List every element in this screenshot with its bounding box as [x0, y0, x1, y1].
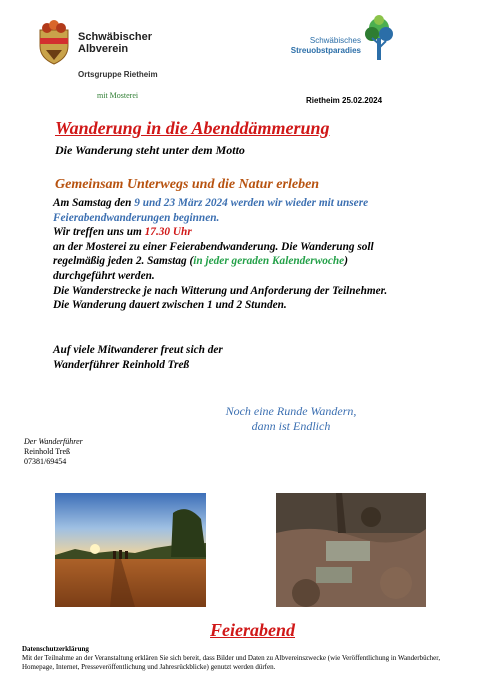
- body-line: regelmäßig jeden 2. Samstag (in jeder geraden Kalenderwoche): [53, 255, 348, 268]
- body-line: Am Samstag den 9 und 23 März 2024 werden wir wieder mit unsere: [53, 197, 369, 209]
- privacy-notice: [22, 645, 472, 672]
- albverein-logo-icon: [36, 20, 72, 66]
- page-title: Wanderung in die Abenddämmerung: [55, 118, 330, 138]
- quote: Noch eine Runde Wandern, dann ist Endlich: [225, 404, 357, 433]
- greeting: Auf viele Mitwanderer freut sich der Wanderführer Reinhold Treß: [53, 344, 223, 371]
- partner-logo-text: Schwäbisches Streuobstparadies: [290, 36, 361, 55]
- body-text: [53, 196, 493, 313]
- forest-path-photo: [276, 493, 426, 607]
- org-mosterei: mit Mosterei: [97, 91, 139, 100]
- closing-title: Feierabend: [210, 620, 295, 640]
- document-date: Rietheim 25.02.2024: [306, 96, 383, 105]
- org-name: Schwäbischer Albverein: [78, 31, 152, 55]
- body-line: Wir treffen uns um 17.30 Uhr: [53, 226, 192, 239]
- body-line: Feierabendwanderungen beginnen.: [53, 211, 220, 224]
- body-line: Die Wanderstrecke je nach Witterung und Anforderung der Teilnehmer.: [53, 284, 388, 297]
- body-line: an der Mosterei zu einer Feierabendwanderung. Die Wanderung soll: [53, 240, 374, 253]
- org-group: Ortsgruppe Rietheim: [78, 70, 158, 79]
- body-line: durchgeführt werden.: [53, 269, 155, 282]
- motto: Gemeinsam Unterwegs und die Natur erleben: [55, 177, 320, 192]
- leader-contact: Der Wanderführer Reinhold Treß 07381/69454: [24, 437, 83, 466]
- privacy-heading: Datenschutzerklärung: [22, 645, 89, 653]
- motto-intro: Die Wanderung steht unter dem Motto: [55, 143, 245, 157]
- body-line: Die Wanderung dauert zwischen 1 und 2 Stunden.: [53, 299, 287, 312]
- privacy-text: Mit der Teilnahme an der Veranstaltung erklären Sie sich bereit, dass Bilder und Daten zu Albvereinszwecke (wie Veröffentlichung in Wanderbücher, Homepage, Internet, Presseveröffentlichung und Jahresrückblicke) genutzt werden dürfen.: [22, 654, 441, 671]
- sunset-hike-photo: [55, 493, 206, 607]
- tree-logo-icon: [364, 14, 394, 62]
